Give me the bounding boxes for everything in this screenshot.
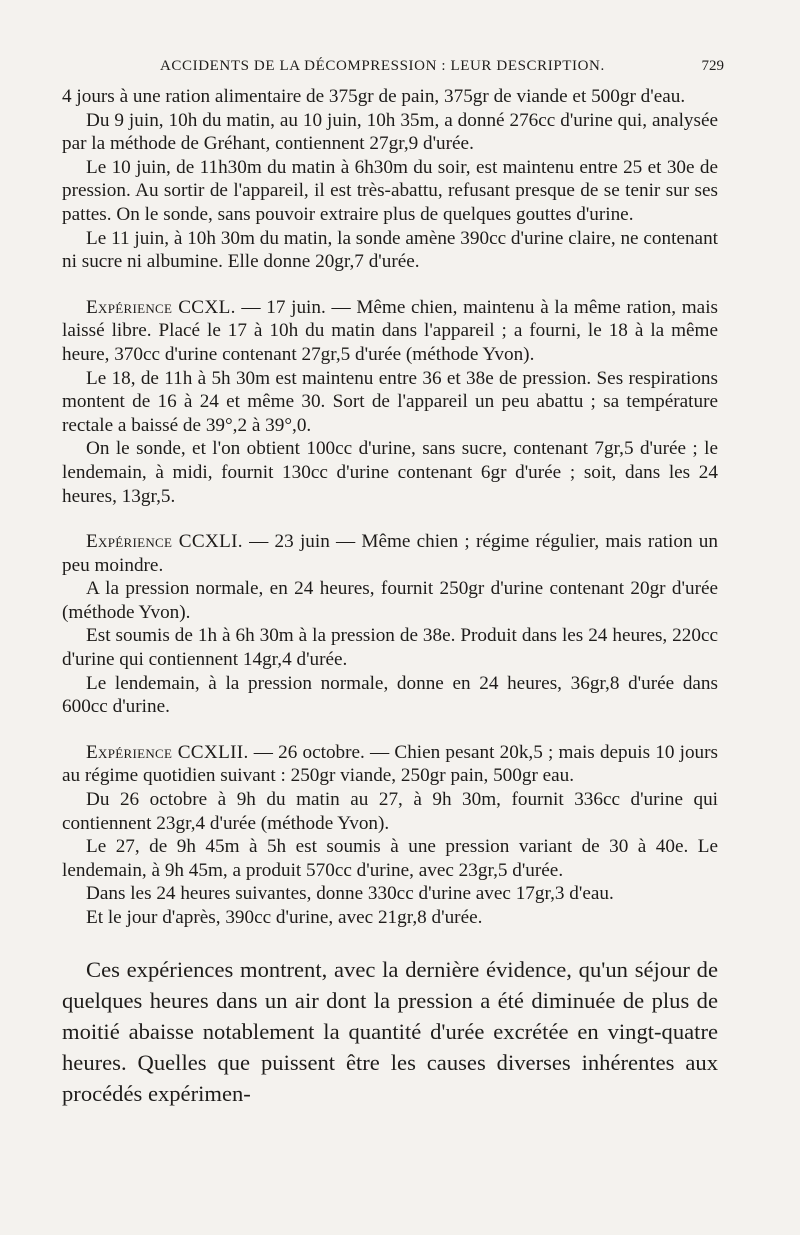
paragraph: Le 27, de 9h 45m à 5h est soumis à une pression variant de 30 à 40e. Le lendemain, à 9h 45m, a produit 570cc d'urine, avec 23gr,5 d'urée.: [62, 836, 718, 881]
paragraph: Le 18, de 11h à 5h 30m est maintenu entre 36 et 38e de pression. Ses respirations montent de 16 à 24 et même 30. Sort de l'appareil un peu abattu ; sa température rectale a baissé de 39°,2 à 39°,0.: [62, 367, 718, 436]
header-title: ACCIDENTS DE LA DÉCOMPRESSION : LEUR DESCRIPTION.: [160, 58, 605, 74]
experiment-ccxl: [62, 296, 718, 367]
paragraph: Du 26 octobre à 9h du matin au 27, à 9h 30m, fournit 336cc d'urine qui contiennent 23gr,4 d'urée (méthode Yvon).: [62, 789, 718, 834]
page-number: 729: [701, 58, 724, 74]
conclusion-paragraph: Ces expériences montrent, avec la dernière évidence, qu'un séjour de quelques heures dans un air dont la pression a été diminuée de plus de moitié abaisse notablement la quantité d'urée excrétée en vingt-quatre heures. Quelles que puissent être les causes diverses inhérentes aux procédés expérimen-: [62, 956, 718, 1106]
paragraph: 4 jours à une ration alimentaire de 375gr de pain, 375gr de viande et 500gr d'eau.: [62, 86, 686, 107]
experiment-label: Expérience CCXL.: [86, 296, 236, 318]
paragraph: Le lendemain, à la pression normale, donne en 24 heures, 36gr,8 d'urée dans 600cc d'urine.: [62, 672, 718, 718]
paragraph: Et le jour d'après, 390cc d'urine, avec 21gr,8 d'urée.: [86, 907, 483, 928]
paragraph: Le 10 juin, de 11h30m du matin à 6h30m du soir, est maintenu entre 25 et 30e de pression. Au sortir de l'appareil, il est très-abattu, refusant presque de se tenir sur ses pattes. On le sonde, sans pouvoir extraire plus de quelques gouttes d'urine.: [62, 156, 718, 225]
experiment-text: — 26 octobre. — Chien pesant 20k,5 ; mais depuis 10 jours au régime quotidien suivant : 250gr viande, 250gr pain, 500gr eau.: [62, 741, 718, 787]
paragraph: A la pression normale, en 24 heures, fournit 250gr d'urine contenant 20gr d'urée (méthode Yvon).: [62, 578, 718, 623]
experiment-ccxlii: [62, 741, 718, 788]
experiment-ccxli: [62, 530, 718, 577]
experiment-label: Expérience CCXLI.: [86, 531, 243, 553]
running-header: [160, 58, 724, 75]
paragraph: Est soumis de 1h à 6h 30m à la pression de 38e. Produit dans les 24 heures, 220cc d'urine qui contiennent 14gr,4 d'urée.: [62, 625, 718, 671]
experiment-label: Expérience CCXLII.: [86, 741, 249, 763]
experiment-text: — 17 juin. — Même chien, maintenu à la même ration, mais laissé libre. Placé le 17 à 10h du matin dans l'appareil ; a fourni, le 18 à la même heure, 370cc d'urine contenant 27gr,5 d'urée (méthode Yvon).: [62, 296, 718, 365]
paragraph: Du 9 juin, 10h du matin, au 10 juin, 10h 35m, a donné 276cc d'urine qui, analysée par la méthode de Gréhant, contiennent 27gr,9 d'urée.: [62, 109, 718, 155]
paragraph: Dans les 24 heures suivantes, donne 330cc d'urine avec 17gr,3 d'eau.: [86, 883, 614, 905]
conclusion-text: [62, 954, 718, 1109]
paragraph: Le 11 juin, à 10h 30m du matin, la sonde amène 390cc d'urine claire, ne contenant ni sucre ni albumine. Elle donne 20gr,7 d'urée.: [62, 227, 718, 273]
experiment-text: — 23 juin — Même chien ; régime régulier, mais ration un peu moindre.: [62, 531, 718, 576]
paragraph: On le sonde, et l'on obtient 100cc d'urine, sans sucre, contenant 7gr,5 d'urée ; le lendemain, à midi, fournit 130cc d'urine contenant 6gr d'urée ; soit, dans les 24 heures, 13gr,5.: [62, 438, 718, 507]
body-text: [62, 85, 718, 930]
